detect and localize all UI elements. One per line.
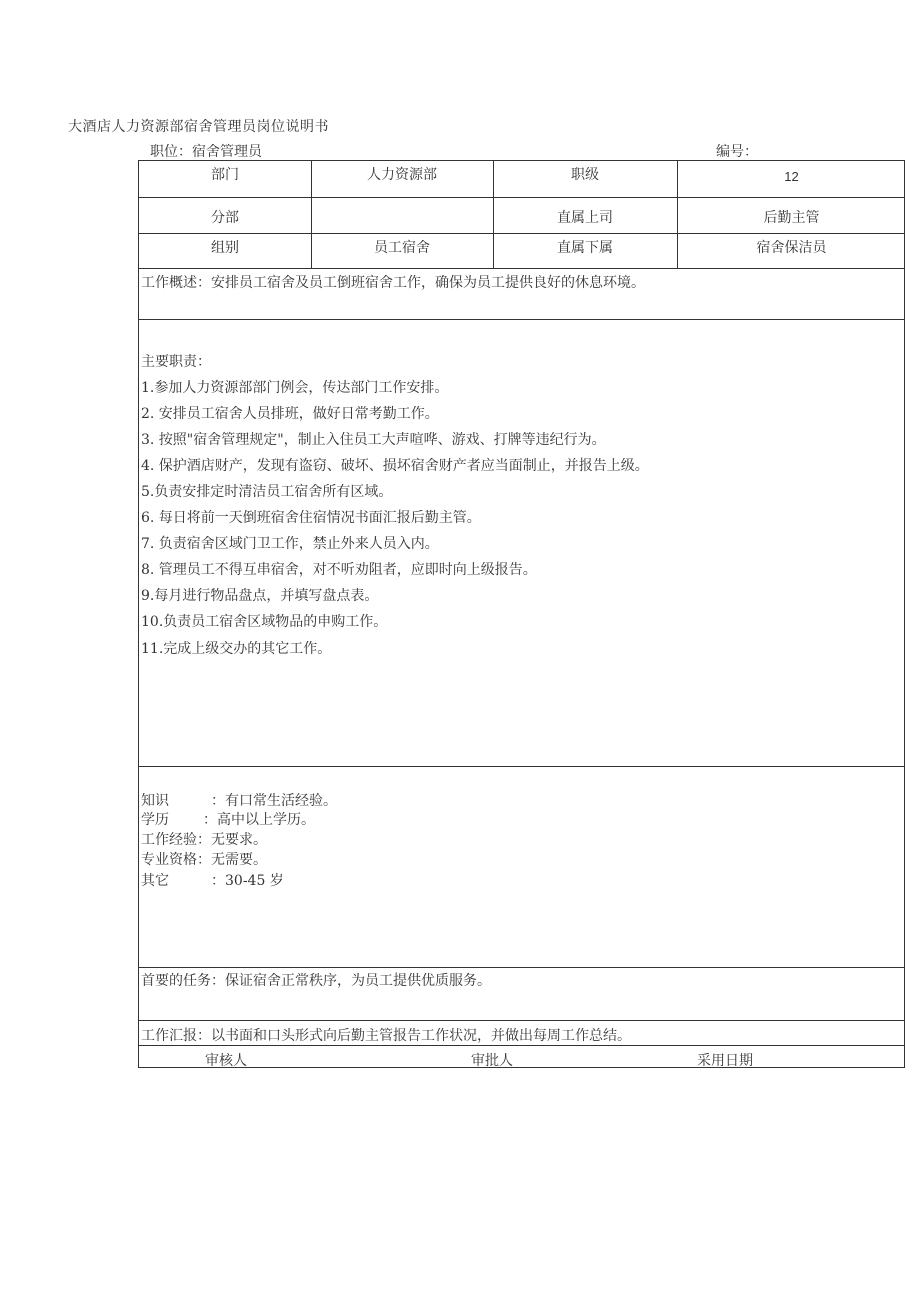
duty-item: 3. 按照"宿舍管理规定"，制止入住员工大声喧哗、游戏、打牌等违纪行为。 — [141, 432, 606, 448]
work-overview: 工作概述：安排员工宿舍及员工倒班宿舍工作，确保为员工提供良好的休息环境。 — [141, 275, 645, 291]
label-group: 组别 — [211, 240, 239, 256]
duty-item: 7. 负责宿舍区域门卫工作，禁止外来人员入内。 — [141, 536, 439, 552]
position-line: 职位：宿舍管理员 — [150, 144, 262, 160]
overview-bottom-divider — [139, 319, 904, 320]
adopt-date-label: 采用日期 — [697, 1053, 753, 1069]
header-bottom-divider — [139, 268, 904, 269]
education-value: ：高中以上学历。 — [203, 812, 315, 828]
education-label: 学历 — [141, 812, 169, 828]
work-report: 工作汇报：以书面和口头形式向后勤主管报告工作状况，并做出每周工作总结。 — [141, 1028, 631, 1044]
requirements-bottom-divider — [139, 967, 904, 968]
duty-item: 11.完成上级交办的其它工作。 — [141, 641, 332, 657]
document-title: 大酒店人力资源部宿舍管理员岗位说明书 — [68, 119, 329, 135]
label-direct-subordinate: 直属下属 — [557, 240, 613, 256]
label-department: 部门 — [211, 167, 239, 183]
duty-item: 4. 保护酒店财产，发现有盗窃、破坏、损坏宿舍财产者应当面制止，并报告上级。 — [141, 458, 649, 474]
other-value: ：30-45 岁 — [211, 873, 284, 889]
value-direct-subordinate: 宿舍保洁员 — [756, 240, 827, 256]
value-group: 员工宿舍 — [374, 240, 430, 256]
duty-item: 9.每月进行物品盘点，并填写盘点表。 — [141, 588, 379, 604]
qualification-requirement: 专业资格：无需要。 — [141, 852, 267, 868]
value-level: 12 — [784, 169, 799, 184]
duties-bottom-divider — [139, 766, 904, 767]
duty-item: 6. 每日将前一天倒班宿舍住宿情况书面汇报后勤主管。 — [141, 510, 481, 526]
label-direct-superior: 直属上司 — [557, 210, 613, 226]
reviewer-label: 审核人 — [205, 1053, 247, 1069]
label-division: 分部 — [211, 210, 239, 226]
duty-item: 1.参加人力资源部部门例会，传达部门工作安排。 — [141, 380, 449, 396]
number-label: 编号： — [716, 144, 758, 160]
other-label: 其它 — [141, 873, 169, 889]
duty-item: 2. 安排员工宿舍人员排班，做好日常考勤工作。 — [141, 406, 439, 422]
header-row-divider-1 — [139, 197, 904, 198]
approver-label: 审批人 — [471, 1053, 513, 1069]
knowledge-label: 知识 — [141, 793, 169, 809]
report-bottom-divider — [139, 1045, 904, 1046]
knowledge-value: ：有口常生活经验。 — [211, 793, 337, 809]
header-row-divider-2 — [139, 233, 904, 234]
primary-task-bottom-divider — [139, 1020, 904, 1021]
experience-requirement: 工作经验：无要求。 — [141, 832, 267, 848]
duty-item: 10.负责员工宿舍区域物品的申购工作。 — [141, 614, 388, 630]
job-description-table — [138, 160, 905, 1068]
primary-task: 首要的任务：保证宿舍正常秩序，为员工提供优质服务。 — [141, 973, 491, 989]
duty-item: 5.负责安排定时清洁员工宿舍所有区域。 — [141, 484, 393, 500]
label-level: 职级 — [571, 167, 599, 183]
duty-item: 8. 管理员工不得互串宿舍，对不听劝阻者，应即时向上级报告。 — [141, 562, 537, 578]
value-direct-superior: 后勤主管 — [763, 210, 820, 226]
value-department: 人力资源部 — [367, 167, 437, 183]
duties-heading: 主要职责： — [141, 354, 211, 370]
